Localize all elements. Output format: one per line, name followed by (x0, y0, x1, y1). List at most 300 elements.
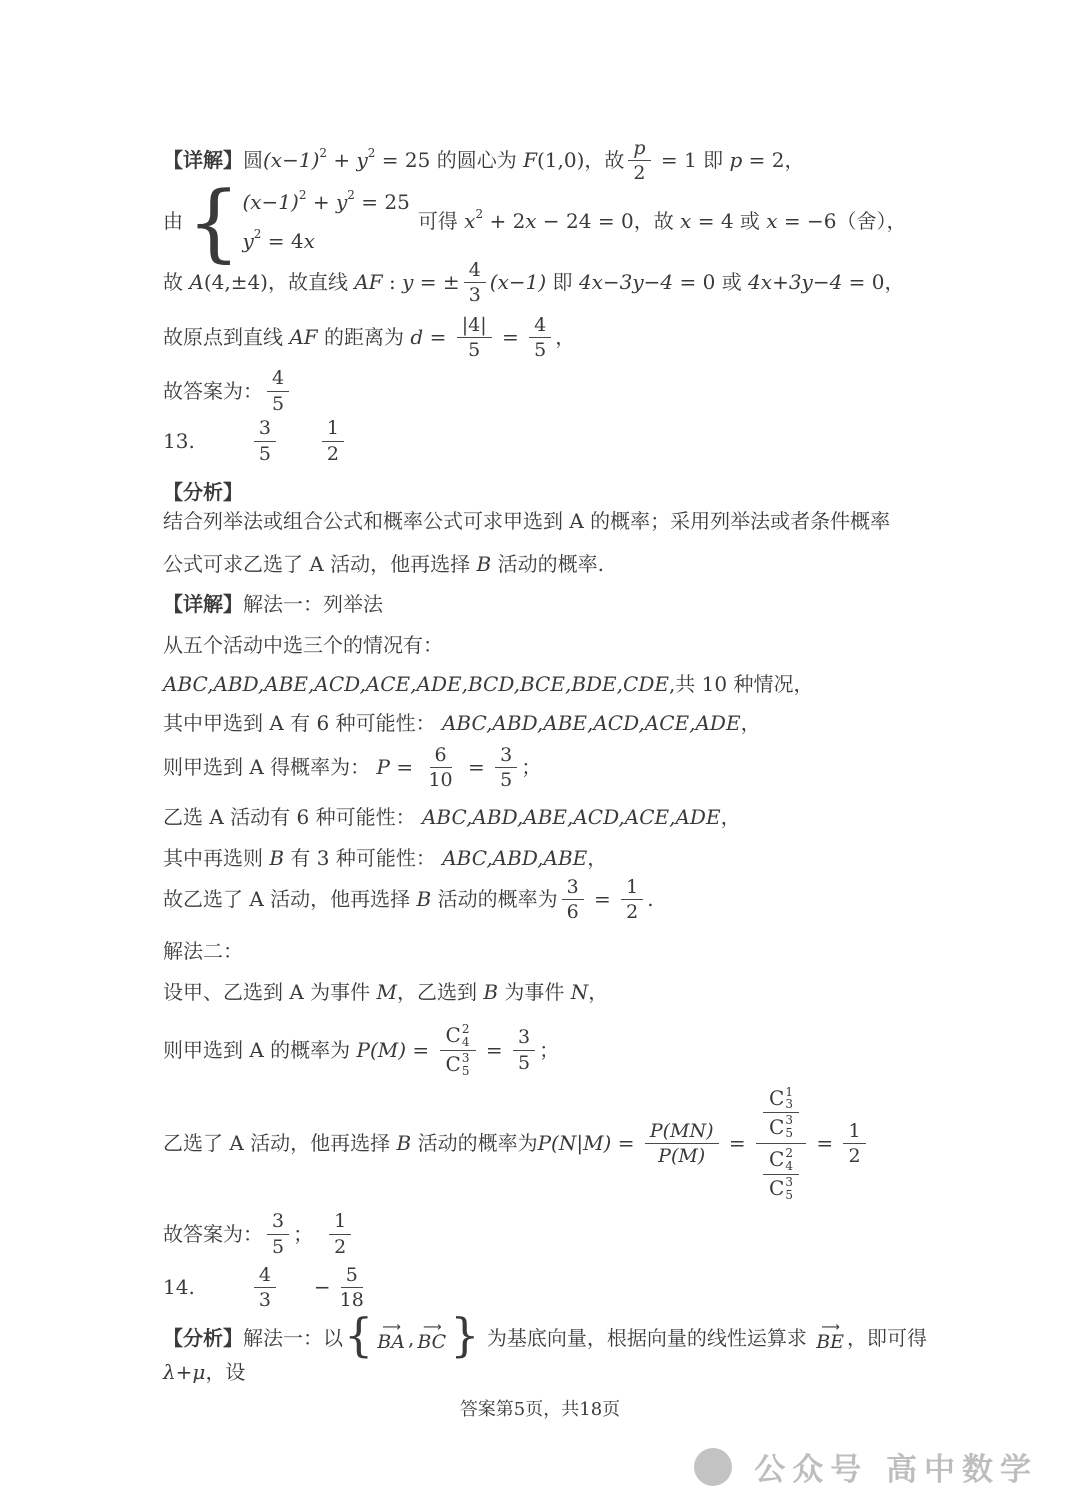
fraction (457, 313, 492, 363)
fraction (513, 1025, 535, 1075)
fraction-denominator (464, 283, 486, 307)
text-run: 由 (163, 209, 183, 234)
math-run: 3 (500, 744, 513, 767)
brace: { (344, 1307, 374, 1362)
math-run: 5 (272, 392, 285, 415)
fraction (464, 258, 486, 308)
math-run: = (479, 1037, 509, 1062)
math-run: x (525, 209, 537, 234)
vector (417, 1320, 447, 1354)
fraction-denominator (267, 1235, 289, 1259)
fraction-denominator (254, 1288, 276, 1312)
math-run: M (376, 979, 397, 1004)
text-run: ，故 (584, 148, 625, 173)
text-run: 设甲、乙选到 A 为事件 (163, 979, 377, 1004)
text-run: 即 (552, 270, 573, 295)
math-run: 4 (534, 313, 547, 336)
math-run: = (611, 1131, 641, 1156)
combination-indices (462, 1052, 470, 1078)
math-run: (x−1) (489, 270, 553, 295)
fraction (628, 136, 650, 186)
math-run: 5 (534, 339, 547, 362)
fraction-numerator (267, 366, 289, 391)
fraction-numerator (440, 1022, 476, 1051)
text-run: 为事件 (498, 979, 571, 1004)
vector-arrow-icon: ⟶ (382, 1320, 400, 1336)
fraction-numerator (254, 1263, 276, 1288)
math-run: λ+μ (163, 1359, 206, 1384)
vector-name: BA (377, 1331, 405, 1354)
text-run: 则甲选到 A 得概率为： (163, 755, 377, 780)
fraction-denominator (513, 1051, 535, 1075)
math-run: A (183, 270, 204, 295)
fraction-numerator (756, 1083, 806, 1145)
math-run: AF (347, 270, 390, 295)
superscript: 2 (367, 146, 376, 161)
fraction-denominator (653, 1144, 710, 1168)
combination-upper: 1 (785, 1084, 793, 1099)
fraction (335, 1263, 369, 1313)
fraction (843, 1119, 865, 1169)
section-label: 【详解】 (163, 148, 243, 173)
text-run: 其中再选则 (163, 845, 270, 870)
equation-system (187, 172, 410, 271)
fraction-numerator (464, 258, 486, 283)
text-run: 的圆心为 (436, 148, 517, 173)
math-run: 3 (258, 1289, 271, 1312)
text-run: 故 (163, 270, 183, 295)
math-run: x (303, 228, 315, 253)
text-line (163, 478, 935, 536)
fraction-numerator (621, 875, 643, 900)
text-line (163, 414, 935, 468)
page-footer: 答案第5页，共18页 (459, 1398, 621, 1420)
math-run: 4x+3y−4 (741, 270, 843, 295)
fraction-numerator (430, 743, 452, 768)
fraction (329, 1209, 351, 1259)
text-line (163, 937, 935, 966)
math-run: = 25 (375, 148, 437, 173)
fraction (763, 1146, 799, 1203)
math-run: 6 (434, 744, 447, 767)
fraction-denominator (267, 392, 289, 416)
text-run: ， (784, 148, 805, 173)
combination-upper: 2 (785, 1146, 793, 1161)
text-run: ； (539, 1037, 560, 1062)
text-run: 结合列举法或组合公式和概率公式可求甲选到 A 的概率；采用列举法或者条件概率 (163, 509, 891, 534)
vector-name: BC (417, 1331, 447, 1354)
text-run: 或 (739, 209, 760, 234)
math-run: ； (293, 1221, 314, 1246)
text-run: ， (720, 804, 741, 829)
math-run: p (723, 148, 743, 173)
text-run: 解法一：列举法 (243, 592, 383, 617)
text-run: 从五个活动中选三个的情况有： (163, 633, 443, 658)
text-run: 其中甲选到 A 有 6 种可能性： (163, 711, 442, 736)
equation-row (242, 227, 409, 256)
math-run: 2 (326, 442, 339, 465)
combination-indices (785, 1086, 793, 1112)
text-run: 乙选 A 活动有 6 种可能性： (163, 804, 422, 829)
text-run: 或 (721, 270, 742, 295)
math-run: 18 (339, 1289, 364, 1312)
combination-symbol (769, 1176, 793, 1202)
text-run: ，故直线 (267, 270, 348, 295)
fraction (267, 366, 289, 416)
math-run: 3 (272, 1210, 285, 1233)
fraction-denominator (628, 161, 650, 185)
superscript: 2 (298, 187, 307, 202)
vector-arrow-icon: ⟶ (422, 1320, 441, 1336)
fraction-denominator (562, 900, 584, 924)
math-run: (4,±4) (203, 270, 268, 295)
math-run: = (461, 755, 492, 780)
text-line (163, 873, 935, 927)
fraction-numerator (763, 1146, 799, 1175)
text-line (163, 978, 935, 1007)
fraction (495, 743, 517, 793)
math-run: ABC,ABD,ABE,ACD,ACE,ADE (441, 711, 741, 736)
math-run: d (404, 325, 424, 350)
spacer (280, 1287, 314, 1288)
math-run: + y (327, 148, 368, 173)
text-run: 公式可求乙选了 A 活动，他再选择 (163, 552, 477, 577)
fraction-numerator (763, 1085, 799, 1114)
text-run: 的距离为 (324, 325, 405, 350)
fraction-denominator (440, 1051, 476, 1079)
fraction (322, 416, 344, 466)
vector-name: BE (816, 1331, 845, 1354)
spacer (280, 441, 318, 442)
text-run: . (647, 887, 654, 912)
text-run: ， (884, 270, 905, 295)
fraction-numerator (628, 136, 650, 161)
math-run: B (483, 979, 499, 1004)
math-run: = 4 (691, 209, 740, 234)
math-run: = ± (413, 270, 460, 295)
math-run: 5 (500, 769, 513, 792)
fraction-denominator (763, 1113, 799, 1141)
combination-c: C (769, 1147, 785, 1172)
math-run: 5 (517, 1051, 531, 1074)
math-run: 4x−3y−4 (572, 270, 674, 295)
math-run: (x−1) (242, 189, 299, 214)
text-run: 故原点到直线 (163, 325, 283, 350)
math-run: = (495, 325, 526, 350)
math-run: = (722, 1131, 753, 1156)
fraction-denominator (843, 1144, 865, 1168)
math-run: P (376, 755, 390, 780)
watermark (694, 1444, 1038, 1489)
fraction-denominator (329, 1235, 351, 1259)
equation-row (242, 188, 409, 217)
math-run: P(MN) (649, 1119, 714, 1142)
math-run: 3 (517, 1026, 531, 1049)
text-run: 解法一：以 (243, 1325, 343, 1350)
vector-arrow-icon: ⟶ (821, 1320, 839, 1336)
math-run: (1,0) (536, 148, 585, 173)
text-line (163, 741, 935, 795)
fraction-denominator (529, 338, 551, 362)
math-run: ABC,ABD,ABE,ACD,ACE,ADE (421, 804, 721, 829)
math-run: 1 (848, 1119, 861, 1142)
math-run: = (423, 325, 453, 350)
text-run: 乙选了 A 活动，他再选择 (163, 1131, 397, 1156)
math-run: 2 (334, 1235, 347, 1258)
math-run: 14. (163, 1275, 195, 1300)
math-run: 4 (272, 367, 285, 390)
math-run: = −6 (777, 209, 837, 234)
combination-symbol (446, 1023, 470, 1049)
math-run: ABC,ABD,ABE,ACD,ACE,ADE,BCD,BCE,BDE,CDE (163, 672, 669, 697)
text-run: ， (740, 711, 761, 736)
text-run: 解法二： (163, 938, 243, 963)
text-line (163, 844, 935, 873)
spacer (313, 1234, 325, 1235)
text-line (163, 631, 935, 660)
text-line (163, 134, 935, 188)
math-run: = 1 (654, 148, 704, 173)
fraction-numerator (322, 416, 344, 441)
math-run: B (269, 845, 285, 870)
combination-lower: 3 (785, 1097, 793, 1112)
combination-lower: 5 (461, 1063, 470, 1078)
spacer (195, 1287, 250, 1288)
superscript: 2 (347, 187, 355, 202)
math-run: P(N|M) (537, 1131, 612, 1156)
math-run: : (389, 270, 403, 295)
watermark-text: 公众号 高中数学 (754, 1452, 1038, 1488)
combination-lower: 4 (461, 1034, 470, 1049)
fraction-numerator (267, 1209, 289, 1234)
spacer (195, 441, 250, 442)
text-run: （舍）， (836, 209, 907, 234)
math-run: + 2 (483, 209, 526, 234)
math-run: x (673, 209, 692, 234)
text-run: ， (555, 325, 576, 350)
math-run: 5 (468, 339, 481, 362)
math-run: = (406, 1037, 436, 1062)
fraction-denominator (756, 1144, 806, 1205)
text-run: 活动的概率. (491, 552, 604, 577)
math-run: = 0 (673, 270, 722, 295)
text-line (163, 1261, 935, 1315)
text-line (163, 709, 935, 738)
fraction (267, 1209, 289, 1259)
math-run: = 2 (742, 148, 785, 173)
vector (377, 1320, 405, 1354)
fraction-numerator (254, 416, 276, 441)
combination-indices (785, 1147, 793, 1173)
math-run: |4| (461, 313, 487, 336)
text-run: 活动的概率为 (431, 887, 558, 912)
text-line (163, 803, 935, 832)
combination-c: C (445, 1022, 461, 1047)
math-run: P(M) (658, 1145, 706, 1168)
text-run: ，设 (205, 1359, 246, 1384)
fraction-denominator (495, 768, 517, 792)
text-line (163, 364, 935, 418)
math-run: B (396, 1131, 412, 1156)
fraction (763, 1085, 799, 1142)
math-run: − (313, 1275, 331, 1300)
fraction (621, 875, 643, 925)
fraction (529, 313, 551, 363)
math-run: = 25 (354, 189, 410, 214)
math-run: = 4 (261, 228, 304, 253)
math-run: + y (306, 189, 348, 214)
math-run: N (570, 979, 589, 1004)
text-run: 可得 (417, 209, 458, 234)
fraction (423, 743, 457, 793)
fraction-numerator (562, 875, 584, 900)
math-run: 1 (334, 1210, 347, 1233)
math-run: = (389, 755, 420, 780)
section-label: 【详解】 (163, 592, 243, 617)
text-line (163, 590, 935, 619)
math-run: ABC,ABD,ABE (442, 845, 588, 870)
math-run: 2 (848, 1145, 861, 1168)
math-run: = 0 (842, 270, 885, 295)
fraction-denominator (621, 900, 643, 924)
combination-symbol (769, 1086, 793, 1112)
fraction-numerator (341, 1263, 363, 1288)
combination-upper: 3 (785, 1175, 793, 1190)
math-run: 6 (566, 901, 579, 924)
superscript: 2 (319, 146, 328, 161)
combination-indices (462, 1023, 470, 1049)
math-run: x (457, 209, 476, 234)
text-run: ，故 (633, 209, 674, 234)
math-run: 1 (626, 875, 639, 898)
text-run: 故答案为： (163, 378, 263, 403)
fraction (756, 1083, 806, 1206)
combination-c: C (769, 1085, 785, 1110)
fraction-numerator (843, 1119, 865, 1144)
fraction (440, 1022, 476, 1079)
equation-rows (242, 188, 409, 256)
text-run: ； (521, 755, 542, 780)
math-run: 3 (468, 284, 481, 307)
math-run: 1 (326, 417, 339, 440)
fraction (562, 875, 584, 925)
text-run: 即 (703, 148, 724, 173)
fraction-numerator (529, 313, 551, 338)
fraction (254, 416, 276, 466)
text-line (163, 1207, 935, 1261)
text-line (163, 670, 935, 699)
text-line (163, 1081, 935, 1208)
math-run: − 24 = 0 (536, 209, 634, 234)
combination-lower: 4 (785, 1159, 793, 1174)
text-run: 则甲选到 A 的概率为 (163, 1037, 357, 1062)
text-run: ， (588, 979, 609, 1004)
math-run: 5 (272, 1235, 285, 1258)
math-run: P(M) (356, 1037, 407, 1062)
math-run: y (242, 228, 254, 253)
math-run: = (809, 1131, 840, 1156)
math-run: 2 (633, 162, 646, 185)
text-run: ，乙选到 (397, 979, 484, 1004)
text-run: 活动的概率为 (411, 1131, 538, 1156)
combination-upper: 3 (785, 1113, 793, 1128)
brace: { (187, 172, 241, 271)
fraction-numerator (645, 1119, 719, 1144)
math-run: AF (283, 325, 325, 350)
math-run: (x−1) (263, 148, 320, 173)
math-run: 4 (468, 258, 481, 281)
math-run: x (759, 209, 778, 234)
text-run: 故答案为： (163, 1221, 263, 1246)
math-run: 3 (258, 417, 271, 440)
combination-c: C (445, 1051, 461, 1076)
fraction-denominator (463, 338, 485, 362)
combination-indices (785, 1114, 793, 1140)
math-run: 5 (345, 1263, 358, 1286)
math-run: 4 (258, 1263, 271, 1286)
fraction (254, 1263, 276, 1313)
fraction-numerator (513, 1025, 535, 1050)
fraction-denominator (763, 1175, 799, 1203)
combination-symbol (769, 1114, 793, 1140)
math-run: = (587, 887, 618, 912)
math-run: 2 (626, 901, 639, 924)
math-run: y (402, 270, 414, 295)
fraction (645, 1119, 719, 1169)
text-line (163, 311, 935, 365)
combination-symbol (769, 1147, 793, 1173)
section-label: 【分析】 (163, 480, 243, 505)
math-run: B (476, 552, 492, 577)
superscript: 2 (475, 207, 484, 222)
text-run: 有 3 种可能性： (284, 845, 443, 870)
fraction-numerator (457, 313, 492, 338)
math-run: B (416, 887, 432, 912)
fraction-denominator (423, 768, 457, 792)
math-run: 13. (163, 428, 195, 453)
math-run: 5 (258, 442, 271, 465)
combination-symbol (446, 1052, 470, 1078)
text-line (163, 256, 935, 310)
text-line (163, 172, 935, 271)
text-run: 圆 (243, 148, 263, 173)
math-run: 10 (428, 769, 453, 792)
combination-c: C (769, 1114, 785, 1139)
text-run: ,共 10 种情况， (668, 672, 814, 697)
text-run: 故乙选了 A 活动，他再选择 (163, 887, 417, 912)
combination-lower: 5 (785, 1126, 793, 1141)
fraction-denominator (254, 442, 276, 466)
text-line (163, 550, 935, 579)
combination-c: C (769, 1176, 785, 1201)
text-run: ， (587, 845, 608, 870)
text-line (163, 1020, 935, 1081)
combination-upper: 2 (461, 1021, 470, 1036)
combination-lower: 5 (785, 1188, 793, 1203)
vector (816, 1320, 845, 1354)
text-line (163, 1307, 935, 1387)
superscript: 2 (253, 226, 262, 241)
math-run: 3 (566, 875, 579, 898)
section-label: 【分析】 (163, 1325, 243, 1350)
brace: } (450, 1307, 480, 1362)
text-run: 为基底向量，根据向量的线性运算求 (480, 1325, 814, 1350)
combination-indices (785, 1176, 793, 1202)
fraction-numerator (329, 1209, 351, 1234)
math-run: p (633, 137, 646, 159)
fraction-denominator (322, 442, 344, 466)
text-run: ，即可得 (847, 1325, 934, 1350)
